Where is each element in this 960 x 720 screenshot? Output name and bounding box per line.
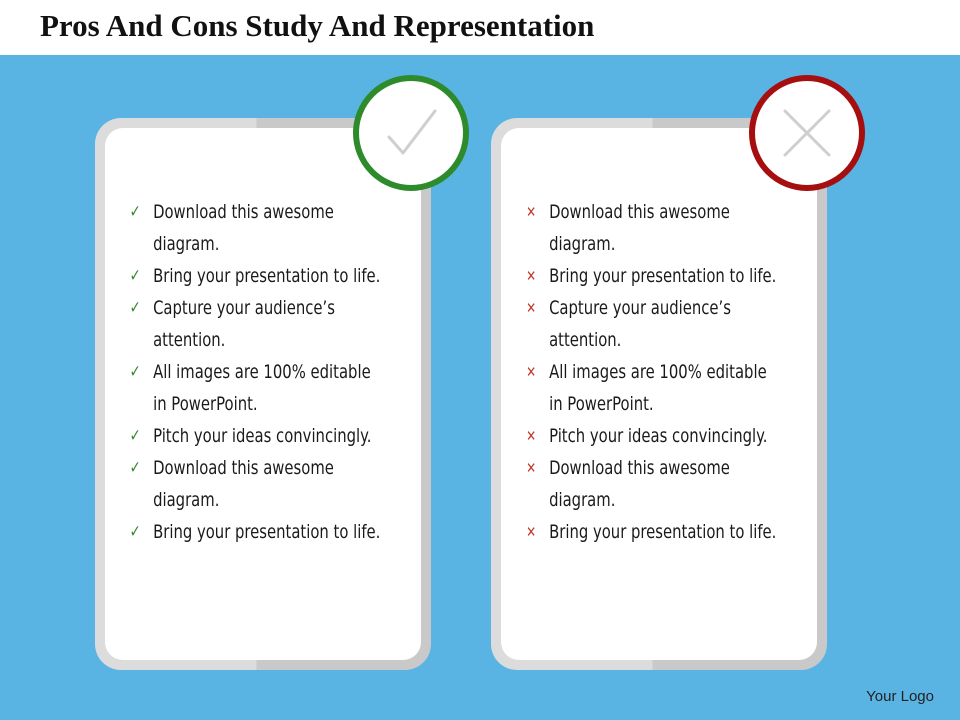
cons-item-text: Download this awesome diagram.	[549, 457, 730, 511]
slide-title: Pros And Cons Study And Representation	[40, 8, 595, 43]
cons-badge	[749, 75, 865, 191]
check-icon: ✓	[129, 266, 141, 286]
check-icon: ✓	[129, 458, 141, 478]
check-icon	[359, 81, 463, 185]
cons-item-text: All images are 100% editable in PowerPoint.	[549, 361, 767, 415]
cons-item	[521, 356, 783, 420]
cross-icon: ✕	[526, 363, 537, 381]
cons-list	[521, 196, 777, 548]
check-icon: ✓	[129, 362, 141, 382]
cons-item	[521, 292, 783, 356]
cross-icon: ✕	[526, 267, 537, 285]
check-icon: ✓	[129, 202, 141, 222]
cross-icon: ✕	[526, 427, 537, 445]
pros-item-text: All images are 100% editable in PowerPoint.	[153, 361, 371, 415]
pros-item-text: Pitch your ideas convincingly.	[153, 425, 372, 447]
pros-item-text: Capture your audience’s attention.	[153, 297, 335, 351]
pros-badge	[353, 75, 469, 191]
cross-icon: ✕	[526, 523, 537, 541]
pros-item	[125, 196, 387, 260]
pros-item-text: Download this awesome diagram.	[153, 201, 334, 255]
check-icon: ✓	[129, 522, 141, 542]
cross-icon: ✕	[526, 203, 537, 221]
cons-item-text: Bring your presentation to life.	[549, 265, 777, 287]
pros-item	[125, 260, 387, 292]
pros-item	[125, 516, 387, 548]
pros-item-text: Bring your presentation to life.	[153, 521, 381, 543]
cross-icon: ✕	[526, 299, 537, 317]
cons-item	[521, 196, 783, 260]
cons-item-text: Pitch your ideas convincingly.	[549, 425, 768, 447]
cross-icon: ✕	[526, 459, 537, 477]
cons-item-text: Download this awesome diagram.	[549, 201, 730, 255]
cons-item	[521, 420, 783, 452]
pros-item	[125, 356, 387, 420]
check-icon: ✓	[129, 426, 141, 446]
cons-item-text: Bring your presentation to life.	[549, 521, 777, 543]
cross-icon	[755, 81, 859, 185]
cons-item	[521, 452, 783, 516]
pros-item-text: Download this awesome diagram.	[153, 457, 334, 511]
title-bar	[0, 0, 960, 55]
check-icon: ✓	[129, 298, 141, 318]
pros-item-text: Bring your presentation to life.	[153, 265, 381, 287]
pros-list	[125, 196, 381, 548]
logo-text: Your Logo	[866, 688, 934, 705]
pros-item	[125, 452, 387, 516]
cons-item	[521, 516, 783, 548]
pros-item	[125, 420, 387, 452]
cons-item	[521, 260, 783, 292]
pros-item	[125, 292, 387, 356]
cons-item-text: Capture your audience’s attention.	[549, 297, 731, 351]
